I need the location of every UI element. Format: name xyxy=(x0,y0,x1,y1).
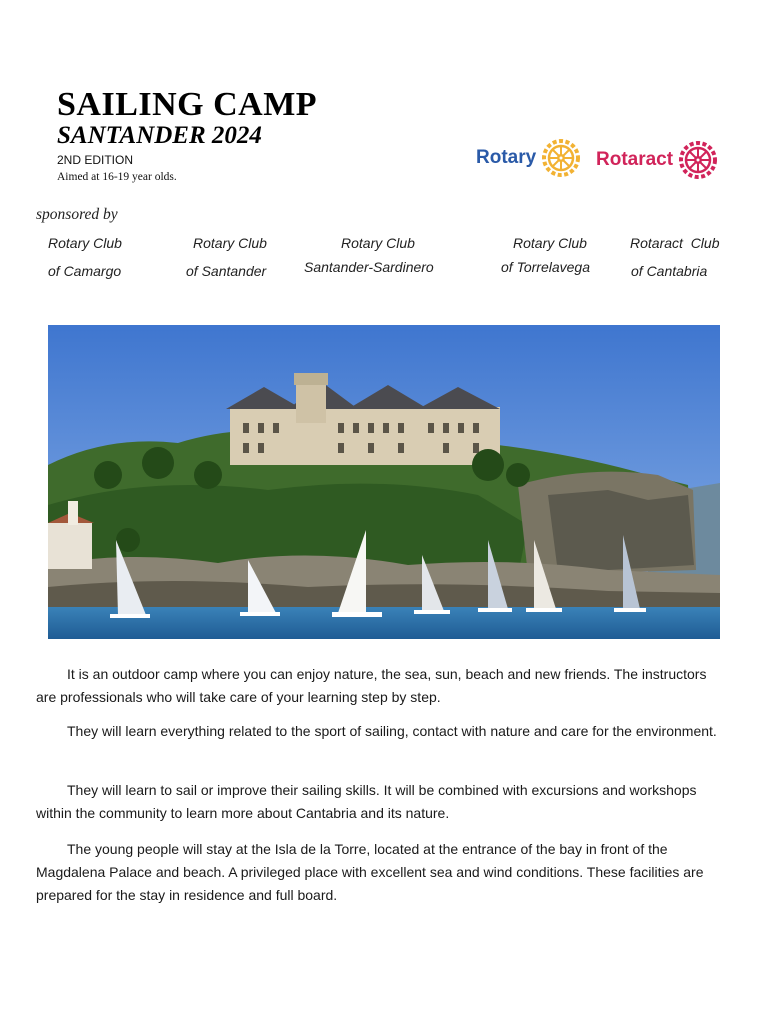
sponsor-torrelavega-line1: Rotary Club xyxy=(513,235,587,251)
body-paragraph-1: It is an outdoor camp where you can enjoy nature, the sea, sun, beach and new friends. The instructors are professionals who will take care of your learning step by step. xyxy=(36,666,707,705)
body-paragraph-4: The young people will stay at the Isla de la Torre, located at the entrance of the bay in front of the Magdalena Palace and beach. A privileged place with excellent sea and wind conditions. These facilities are prepared for the stay in residence and full board. xyxy=(36,841,704,903)
rotaract-logo xyxy=(596,140,718,180)
palace-sailboats-illustration xyxy=(48,325,720,639)
sponsor-sardinero-line1: Rotary Club xyxy=(341,235,415,251)
rotary-wheel-icon xyxy=(541,138,581,178)
page-subtitle: SANTANDER 2024 xyxy=(57,122,262,149)
sponsor-rotaract-line2: of Cantabria xyxy=(631,263,708,279)
page-title: SAILING CAMP xyxy=(57,86,318,123)
sponsor-camargo-line2: of Camargo xyxy=(48,263,122,279)
rotary-logo-text: Rotary xyxy=(476,147,537,168)
sponsor-torrelavega-line2: of Torrelavega xyxy=(501,259,590,275)
sponsor-rotaract-line1: Rotaract Club xyxy=(630,235,720,251)
sailing-photo xyxy=(48,325,720,639)
body-paragraph-3: They will learn to sail or improve their sailing skills. It will be combined with excursions and workshops within the community to learn more about Cantabria and its nature. xyxy=(36,782,697,821)
sponsor-camargo-line1: Rotary Club xyxy=(48,235,122,251)
body-paragraph-2: They will learn everything related to the sport of sailing, contact with nature and care for the environment. xyxy=(67,723,717,739)
sponsor-santander-line1: Rotary Club xyxy=(193,235,267,251)
rotary-logo xyxy=(476,138,581,178)
sponsored-by-label: sponsored by xyxy=(36,206,118,223)
sponsor-sardinero-line2: Santander-Sardinero xyxy=(304,259,434,275)
edition-label: 2ND EDITION xyxy=(57,153,134,167)
audience-label: Aimed at 16-19 year olds. xyxy=(57,171,177,183)
rotaract-logo-text: Rotaract xyxy=(596,149,674,170)
sponsor-santander-line2: of Santander xyxy=(186,263,267,279)
rotaract-wheel-icon xyxy=(678,140,718,180)
